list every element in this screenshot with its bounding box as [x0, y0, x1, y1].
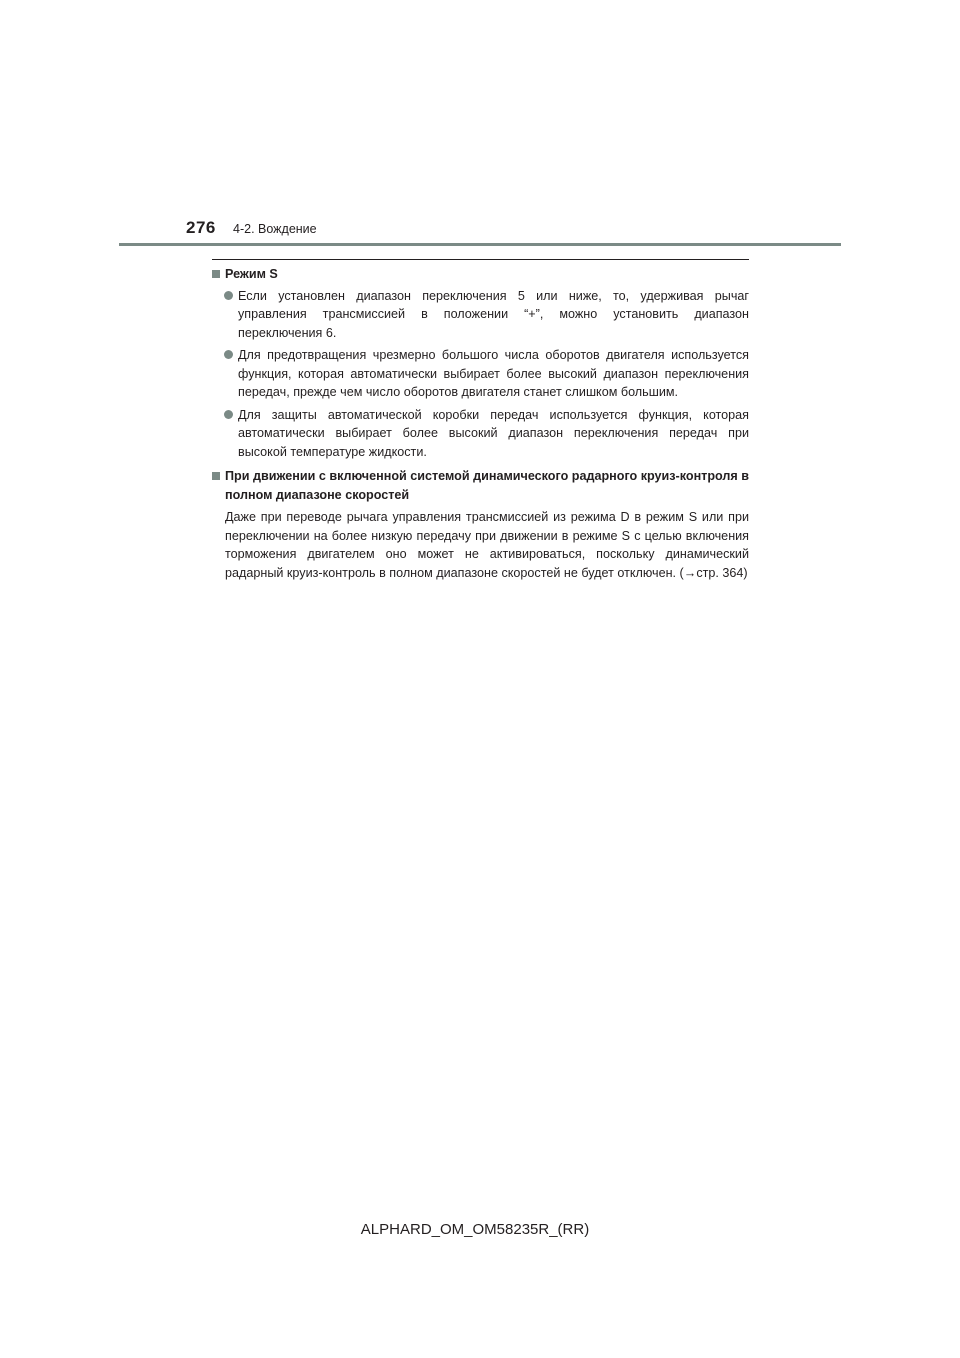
circle-bullet-icon	[224, 410, 233, 419]
section-title: 4-2. Вождение	[233, 222, 317, 236]
square-bullet-icon	[212, 270, 220, 278]
content-body	[212, 265, 749, 582]
list-item-text: Для защиты автоматической коробки передач используется функция, которая автоматически выбирает более высокий диапазон переключения передач при высокой температуре жидкости.	[238, 407, 749, 459]
list-item	[224, 287, 749, 343]
content-rule	[212, 259, 749, 260]
section-heading	[212, 467, 749, 504]
heading-text: При движении с включенной системой динамического радарного круиз-контроля в полном диапазоне скоростей	[225, 469, 750, 502]
page-number: 276	[186, 218, 216, 237]
list-item	[224, 346, 749, 402]
circle-bullet-icon	[224, 350, 233, 359]
list-item-text: Если установлен диапазон переключения 5 или ниже, то, удерживая рычаг управления трансмиссией в положении “+”, можно установить диапазон переключения 6.	[238, 288, 749, 340]
circle-bullet-icon	[224, 291, 233, 300]
footer-doc-code: ALPHARD_OM_OM58235R_(RR)	[360, 1221, 590, 1238]
section-heading	[212, 265, 749, 284]
list-item	[224, 406, 749, 462]
header-rule	[119, 243, 841, 246]
list-item-text: Для предотвращения чрезмерно большого числа оборотов двигателя используется функция, которая автоматически выбирает более высокий диапазон переключения передач, прежде чем число оборотов двигателя станет слишком большим.	[238, 348, 749, 399]
paragraph: Даже при переводе рычага управления трансмиссией из режима D в режим S или при переключении на более низкую передачу при движении в режиме S с целью включения торможения двигателем оно может не активироваться, поскольку динамический радарный круиз-контроль в полном диапазоне скоростей не будет отключен. (→стр. 364)	[225, 510, 749, 580]
heading-text: Режим S	[225, 267, 278, 281]
square-bullet-icon	[212, 472, 220, 480]
